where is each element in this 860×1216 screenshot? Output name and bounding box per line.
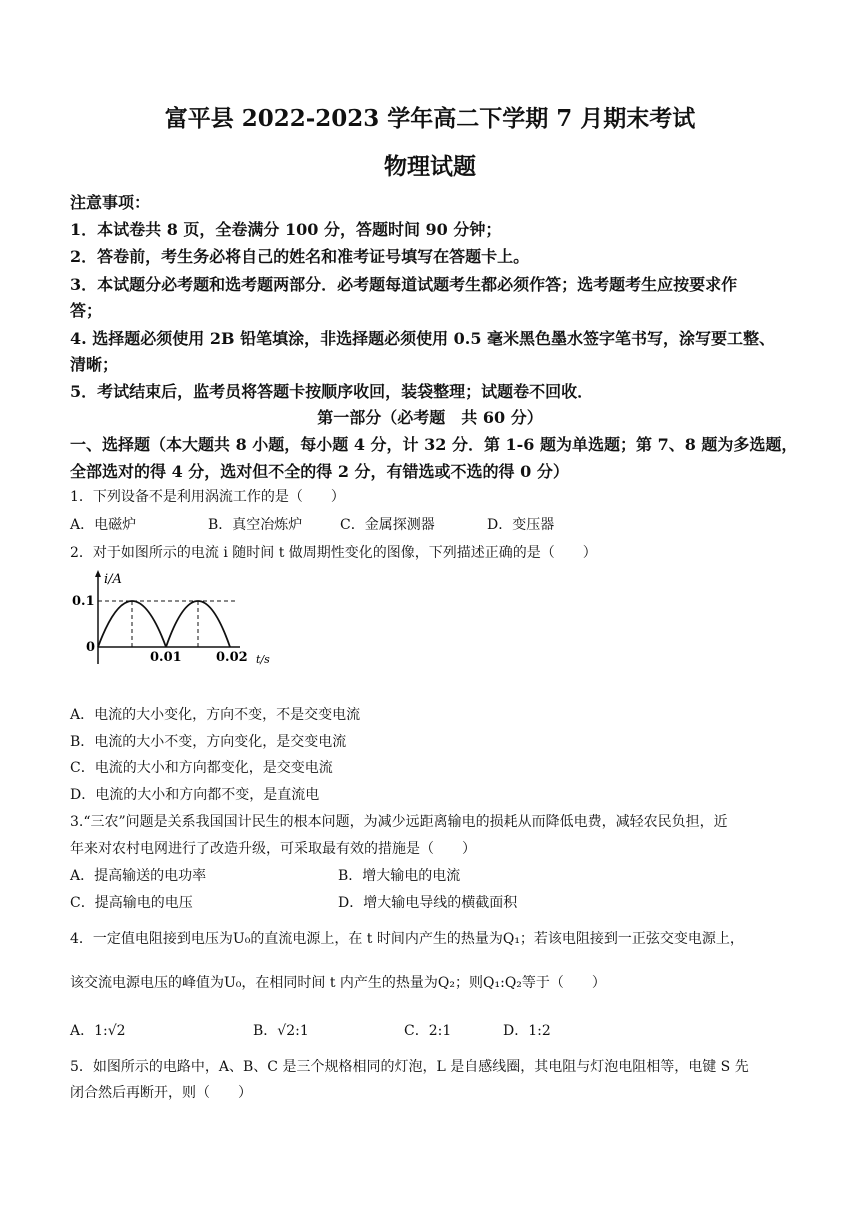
q4-option-a: A．1:√2 — [70, 1023, 126, 1039]
q4-option-d: D．1:2 — [503, 1023, 551, 1039]
q4-option-c: C．2:1 — [404, 1023, 452, 1039]
question-3-stem: 3.“三农”问题是关系我国国计民生的根本问题，为减少远距离输电的损耗从而降低电费，减轻农民负担，近 — [70, 814, 728, 830]
q1-option-c: C．金属探测器 — [340, 517, 435, 533]
notice-item: 1．本试卷共 8 页，全卷满分 100 分，答题时间 90 分钟； — [70, 220, 502, 239]
current-time-graph — [70, 568, 280, 668]
q4-option-b: B．√2:1 — [253, 1023, 309, 1039]
x-tick-label: 0.02 — [216, 650, 248, 665]
notice-item: 2．答卷前，考生务必将自己的姓名和准考证号填写在答题卡上。 — [70, 247, 530, 266]
question-4-stem-cont: 该交流电源电压的峰值为U₀，在相同时间 t 内产生的热量为Q₂；则Q₁:Q₂等于（ ） — [70, 975, 606, 991]
question-2-stem: 2．对于如图所示的电流 i 随时间 t 做周期性变化的图像，下列描述正确的是（ ） — [70, 545, 597, 561]
q3-option-d: D．增大输电导线的横截面积 — [338, 895, 518, 911]
y-axis-arrow — [95, 570, 101, 577]
notice-item: 答； — [70, 301, 103, 320]
question-1-stem: 1．下列设备不是利用涡流工作的是（ ） — [70, 489, 345, 505]
q2-option-a: A．电流的大小变化，方向不变，不是交变电流 — [70, 707, 361, 723]
section-heading: 一、选择题（本大题共 8 小题，每小题 4 分，计 32 分．第 1-6 题为单选题；第 7、8 题为多选题， — [70, 435, 798, 454]
q3-option-c: C．提高输电的电压 — [70, 895, 193, 911]
exam-title: 富平县 2022-2023 学年高二下学期 7 月期末考试 — [164, 105, 696, 132]
exam-subtitle: 物理试题 — [384, 153, 476, 180]
x-tick-label: 0.01 — [150, 650, 182, 665]
question-5-stem-cont: 闭合然后再断开，则（ ） — [70, 1085, 252, 1101]
part-heading: 第一部分（必考题 共 60 分） — [317, 408, 543, 427]
question-5-stem: 5．如图所示的电路中，A、B、C 是三个规格相同的灯泡，L 是自感线圈，其电阻与灯泡电阻相等，电键 S 先 — [70, 1059, 749, 1075]
q2-option-b: B．电流的大小不变，方向变化，是交变电流 — [70, 734, 347, 750]
q3-option-a: A．提高输送的电功率 — [70, 868, 207, 884]
section-heading-cont: 全部选对的得 4 分，选对但不全的得 2 分，有错选或不选的得 0 分） — [70, 462, 569, 481]
origin-label: 0 — [86, 640, 96, 655]
question-3-stem-cont: 年来对农村电网进行了改造升级，可采取最有效的措施是（ ） — [70, 841, 476, 857]
x-axis-label: t/s — [256, 653, 270, 666]
y-tick-label: 0.1 — [72, 594, 95, 609]
notice-item: 清晰； — [70, 355, 119, 374]
question-4-stem: 4．一定值电阻接到电压为U₀的直流电源上，在 t 时间内产生的热量为Q₁；若该电阻接到一正弦交变电源上， — [70, 931, 744, 947]
q1-option-b: B．真空冶炼炉 — [208, 517, 303, 533]
notice-heading: 注意事项： — [70, 193, 151, 212]
q1-option-d: D．变压器 — [487, 517, 555, 533]
notice-item: 5．考试结束后，监考员将答题卡按顺序收回，装袋整理；试题卷不回收． — [70, 382, 594, 401]
y-axis-label: i/A — [104, 572, 122, 587]
q2-option-c: C．电流的大小和方向都变化，是交变电流 — [70, 760, 333, 776]
notice-item: 3．本试题分必考题和选考题两部分．必考题每道试题考生都必须作答；选考题考生应按要求作 — [70, 275, 738, 294]
q3-option-b: B．增大输电的电流 — [338, 868, 461, 884]
notice-item: 4. 选择题必须使用 2B 铅笔填涂，非选择题必须使用 0.5 毫米黑色墨水签字笔书写，涂写要工整、 — [70, 329, 776, 348]
q1-option-a: A．电磁炉 — [70, 517, 137, 533]
q2-option-d: D．电流的大小和方向都不变，是直流电 — [70, 787, 320, 803]
